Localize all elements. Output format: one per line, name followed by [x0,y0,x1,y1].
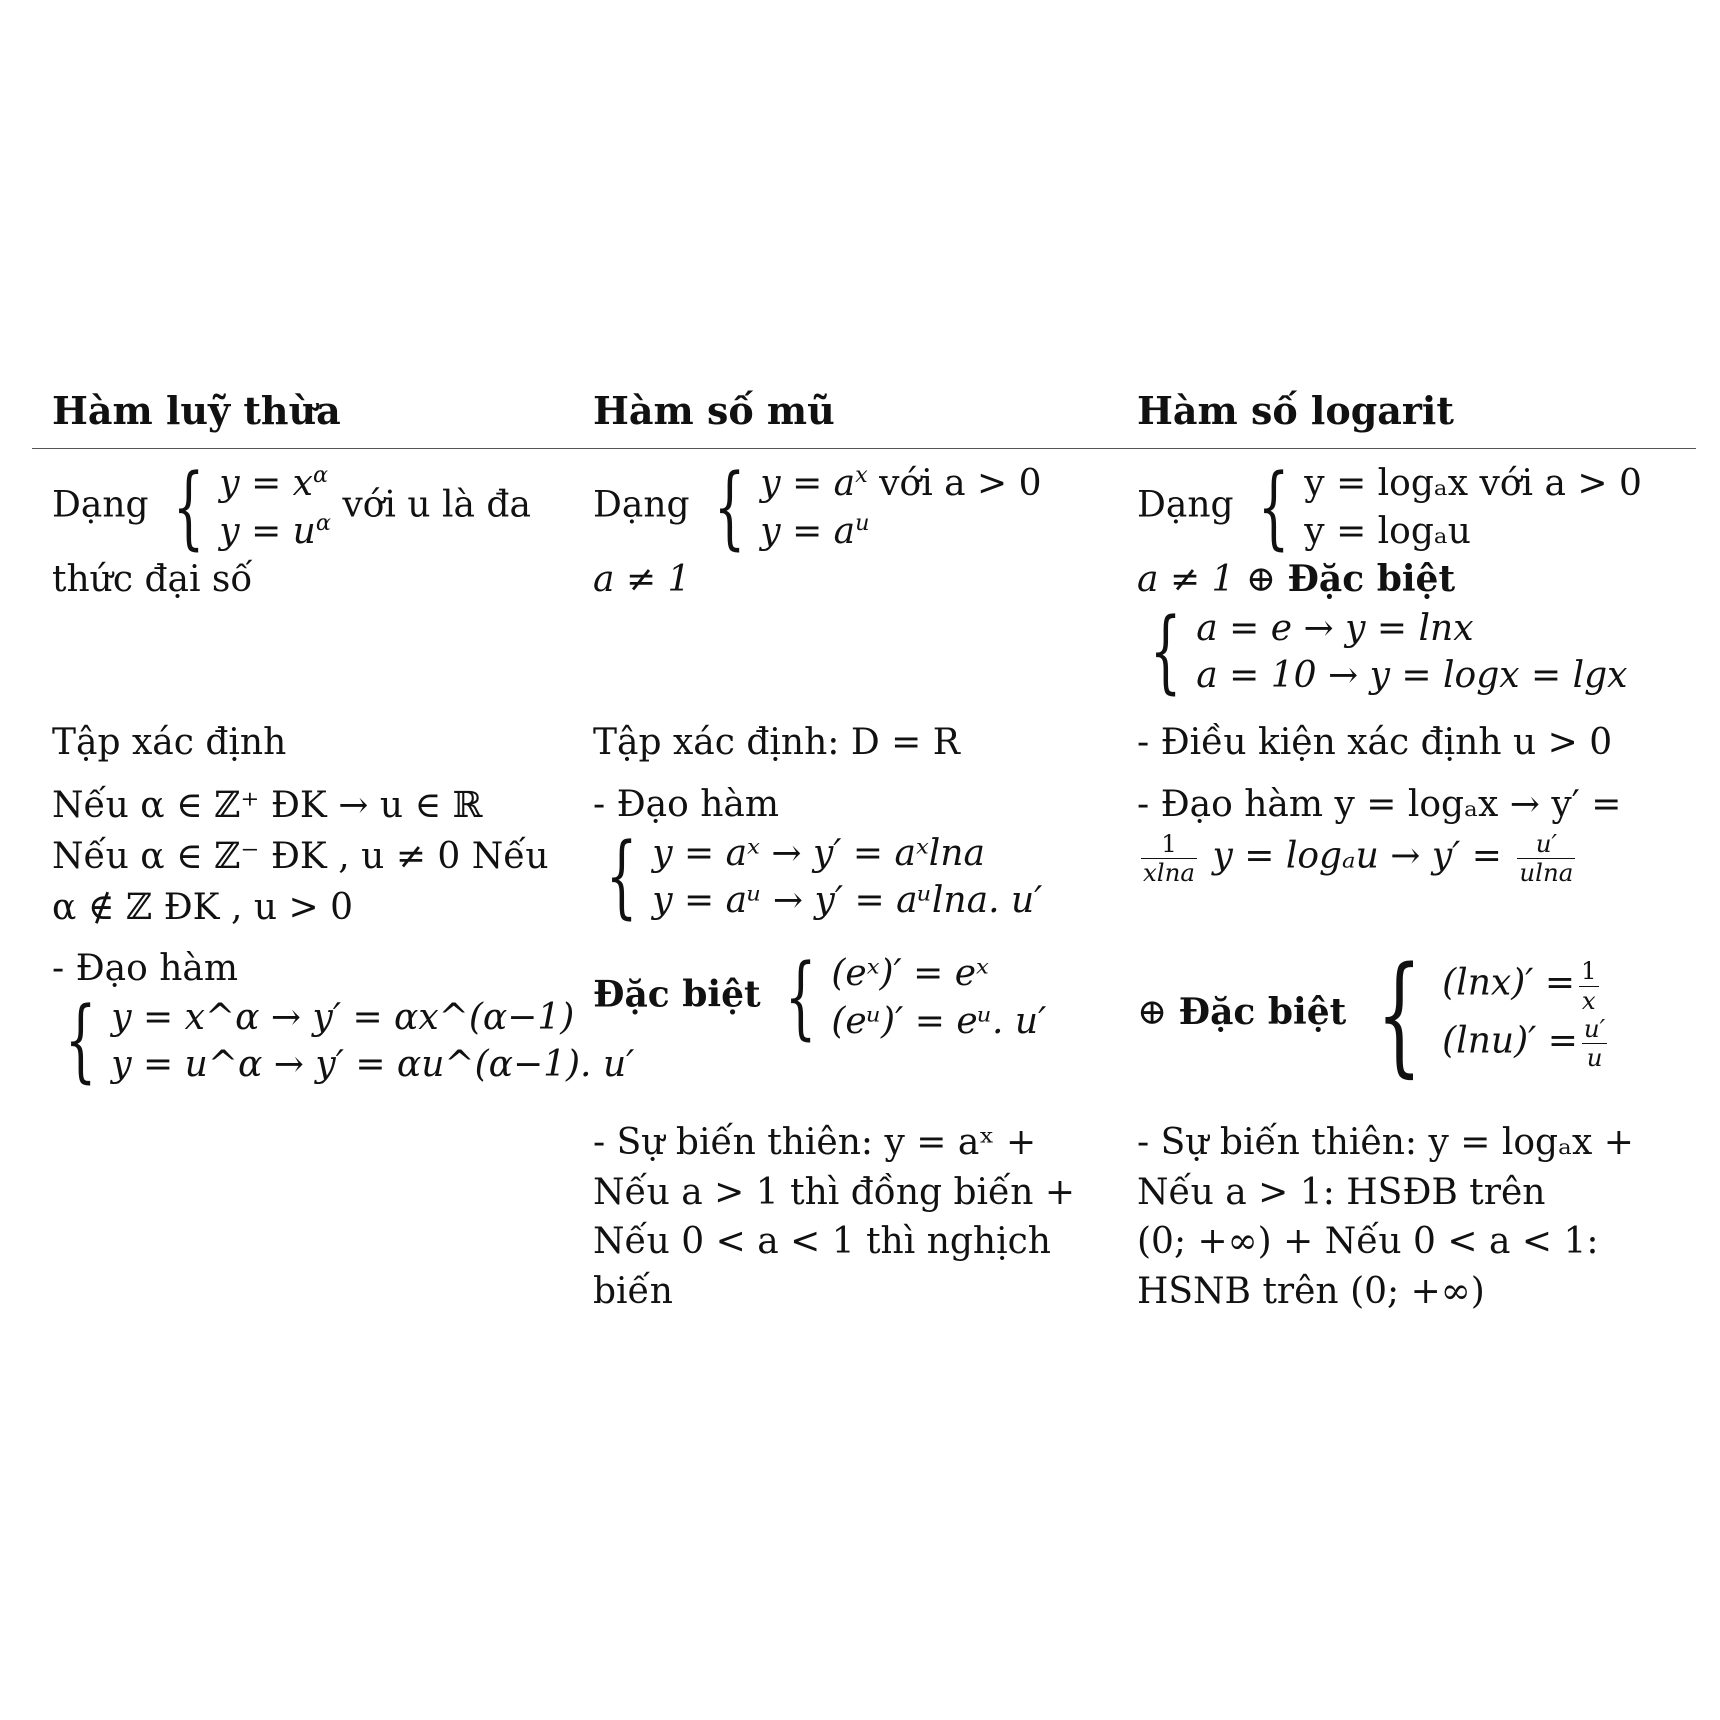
exp-variation-1: - Sự biến thiên: y = aˣ + [593,1122,1037,1163]
power-form-eq1-exp: α [312,462,329,488]
log-form-label: Dạng [1137,484,1234,526]
log-cases-system [1137,599,1628,705]
exp-form-eq2: y = a [760,510,856,552]
exp-variation-2: Nếu a > 1 thì đồng biến + [593,1171,1075,1213]
log-case-1: a = e → y = lnx [1196,607,1474,649]
log-variation-4: HSNB trên (0; +∞) [1137,1271,1485,1313]
log-variation-2: Nếu a > 1: HSĐB trên [1137,1171,1546,1213]
power-domain-title: Tập xác định [52,722,287,763]
power-derivative-system [52,988,635,1094]
brace-icon: { [64,988,97,1094]
log-derivative-frac-2: $\frac{u'}{ulna}$ [1519,828,1574,887]
exp-form-eq1-exp: x [855,462,868,488]
log-special-frac-1: $\frac{1}{x}$ [1581,956,1597,1015]
exp-derivative-block [593,780,1093,930]
power-cond-2: Nếu α ∈ ℤ⁻ ĐK , u ≠ 0 Nếu [52,836,549,878]
exp-variation-block [593,1118,1093,1317]
brace-icon: { [1376,939,1422,1090]
power-form-label: Dạng [52,484,149,526]
exp-special-1: (eˣ)′ = eˣ [831,953,989,994]
log-domain-block [1137,718,1677,768]
log-special-system [1358,939,1612,1090]
log-form-block [1137,454,1677,705]
log-derivative-frac-1: $\frac{1}{xlna}$ [1143,828,1195,887]
log-derivative-2: y = logₐu → y′ = [1212,835,1502,877]
exp-special-label: Đặc biệt [593,973,761,1016]
power-form-eq2: y = u [219,510,316,552]
log-special-frac-2: $\frac{u'}{u}$ [1583,1013,1606,1072]
header-divider [32,448,1696,449]
brace-icon: { [1257,454,1290,560]
exp-domain-block [593,718,1093,768]
power-form-note-cont: thức đại số [52,559,253,601]
log-variation-1: - Sự biến thiên: y = logₐx + [1137,1122,1634,1163]
brace-icon: { [605,824,638,930]
header-logarithm-function: Hàm số logarit [1137,388,1454,433]
power-derivative-2: y = u^α → y′ = αu^(α−1). u′ [111,1044,635,1086]
log-special-label-1: Đặc biệt [1287,558,1456,601]
brace-icon: { [172,454,205,560]
power-form-block [52,454,572,605]
log-form-eq1: y = logₐx với a > 0 [1304,463,1642,504]
log-special-block [1137,939,1677,1090]
brace-icon: { [1149,599,1182,705]
power-cond-1: Nếu α ∈ ℤ⁺ ĐK → u ∈ ℝ [52,785,483,826]
exp-form-label: Dạng [593,484,690,526]
exp-special-system [772,944,1047,1050]
oplus-icon: ⊕ [1137,991,1179,1033]
power-conditions-block [52,780,572,933]
power-form-note: với u là đa [342,484,531,526]
header-power-function: Hàm luỹ thừa [52,388,341,433]
power-cond-3: α ∉ ℤ ĐK , u > 0 [52,887,353,929]
log-form-condition: a ≠ 1 ⊕ [1137,559,1288,601]
power-derivative-1: y = x^α → y′ = αx^(α−1) [111,996,575,1038]
exp-form-block [593,454,1093,605]
exp-derivative-1: y = aˣ → y′ = aˣlna [652,832,985,874]
power-domain-block [52,718,572,768]
power-form-eq2-exp: α [315,509,331,536]
log-variation-block [1137,1118,1677,1317]
exp-derivative-system [593,824,1043,930]
brace-icon: { [713,454,746,560]
log-derivative-1: - Đạo hàm y = logₐx → y′ = [1137,784,1622,825]
exp-form-condition: a ≠ 1 [593,559,691,601]
exp-form-eq1: y = a [760,463,856,504]
power-form-system [160,454,331,560]
exp-special-2: (eᵘ)′ = eᵘ. u′ [831,1000,1047,1042]
log-special-2: (lnu)′ = [1442,1020,1578,1062]
log-variation-3: (0; +∞) + Nếu 0 < a < 1: [1137,1221,1599,1263]
log-derivative-block [1137,780,1677,887]
brace-icon: { [784,944,817,1050]
exp-derivative-2: y = aᵘ → y′ = aᵘlna. u′ [652,880,1043,922]
exp-form-system [701,454,1042,560]
log-domain: - Điều kiện xác định u > 0 [1137,722,1613,763]
exp-variation-3: Nếu 0 < a < 1 thì nghịch [593,1221,1051,1263]
exp-domain: Tập xác định: D = R [593,722,960,763]
log-form-eq2: y = logₐu [1304,510,1471,552]
power-form-eq1: y = x [219,463,313,504]
log-special-label-2: Đặc biệt [1178,990,1347,1033]
exp-form-eq1-tail: với a > 0 [867,463,1042,504]
power-derivative-block [52,944,635,1094]
header-exponential-function: Hàm số mũ [593,388,835,433]
exp-special-block [593,944,1093,1050]
power-derivative-title: - Đạo hàm [52,948,239,989]
exp-derivative-title: - Đạo hàm [593,784,780,825]
log-case-2: a = 10 → y = logx = lgx [1196,655,1628,697]
exp-variation-4: biến [593,1271,673,1313]
log-form-system [1245,454,1642,560]
log-special-1: (lnx)′ = [1442,963,1576,1005]
exp-form-eq2-exp: u [855,509,870,536]
